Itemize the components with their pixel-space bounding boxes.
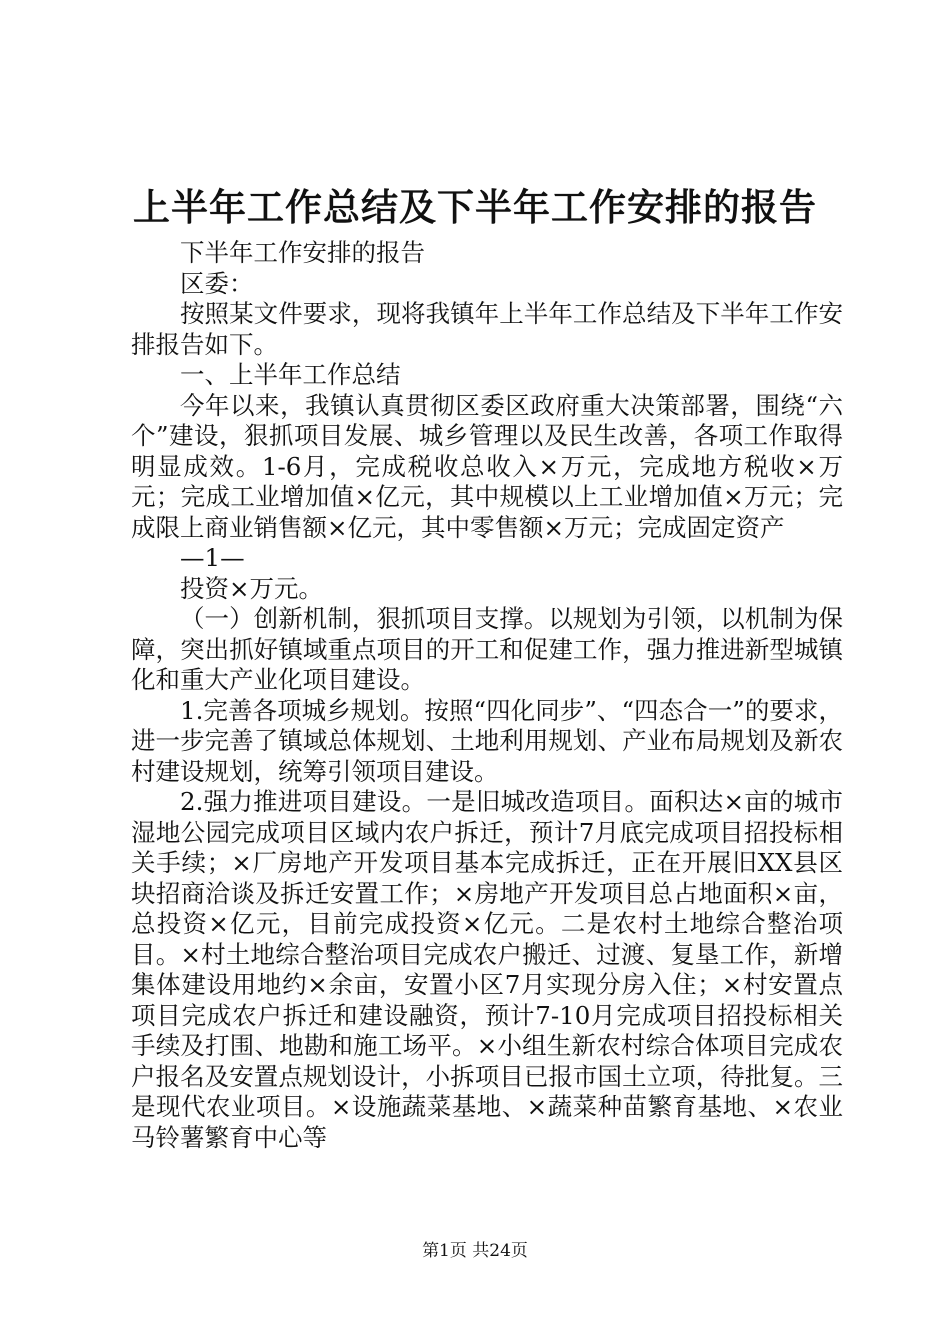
paragraph-item-2: 2.强力推进项目建设。一是旧城改造项目。面积达×亩的城市湿地公园完成项目区域内农户拆迁，预计7月底完成项目招投标相关手续；×厂房地产开发项目基本完成拆迁，正在开展旧XX县区块招商洽谈及拆迁安置工作；×房地产开发项目总占地面积×亩，总投资×亿元，目前完成投资×亿元。二是农村土地综合整治项目。×村土地综合整治项目完成农户搬迁、过渡、复垦工作，新增集体建设用地约×余亩，安置小区7月实现分房入住；×村安置点项目完成农户拆迁和建设融资，预计7-10月完成项目招投标相关手续及打围、地勘和施工场平。×小组生新农村综合体项目完成农户报名及安置点规划设计，小拆项目已报市国土立项，待批复。三是现代农业项目。×设施蔬菜基地、×蔬菜种苗繁育基地、×农业马铃薯繁育中心等 (131, 787, 843, 1152)
document-body (131, 238, 843, 1153)
paragraph-item-1: 1.完善各项城乡规划。按照“四化同步”、“四态合一”的要求，进一步完善了镇域总体规划、土地利用规划、产业布局规划及新农村建设规划，统筹引领项目建设。 (131, 695, 843, 786)
paragraph-overview: 今年以来，我镇认真贯彻区委区政府重大决策部署，围绕“六个”建设，狠抓项目发展、城乡管理以及民生改善，各项工作取得明显成效。1-6月，完成税收总收入×万元，完成地方税收×万元；完成工业增加值×亿元，其中规模以上工业增加值×万元；完成限上商业销售额×亿元，其中零售额×万元；完成固定资产 (131, 390, 843, 542)
paragraph-intro: 按照某文件要求，现将我镇年上半年工作总结及下半年工作安排报告如下。 (131, 299, 843, 359)
paragraph-continuation: 投资×万元。 (180, 573, 324, 603)
section-heading-1: 一、上半年工作总结 (180, 360, 401, 389)
document-title: 上半年工作总结及下半年工作安排的报告 (133, 186, 817, 229)
page-footer: 第1页 共24页 (422, 1241, 528, 1261)
paragraph-section-1: （一）创新机制，狠抓项目支撑。以规划为引领，以机制为保障，突出抓好镇域重点项目的开工和促建工作，强力推进新型城镇化和重大产业化项目建设。 (131, 604, 843, 694)
paragraph-addressee: 区委： (180, 268, 254, 298)
paragraph-subtitle: 下半年工作安排的报告 (180, 238, 425, 267)
inline-page-marker: —1— (180, 543, 245, 572)
